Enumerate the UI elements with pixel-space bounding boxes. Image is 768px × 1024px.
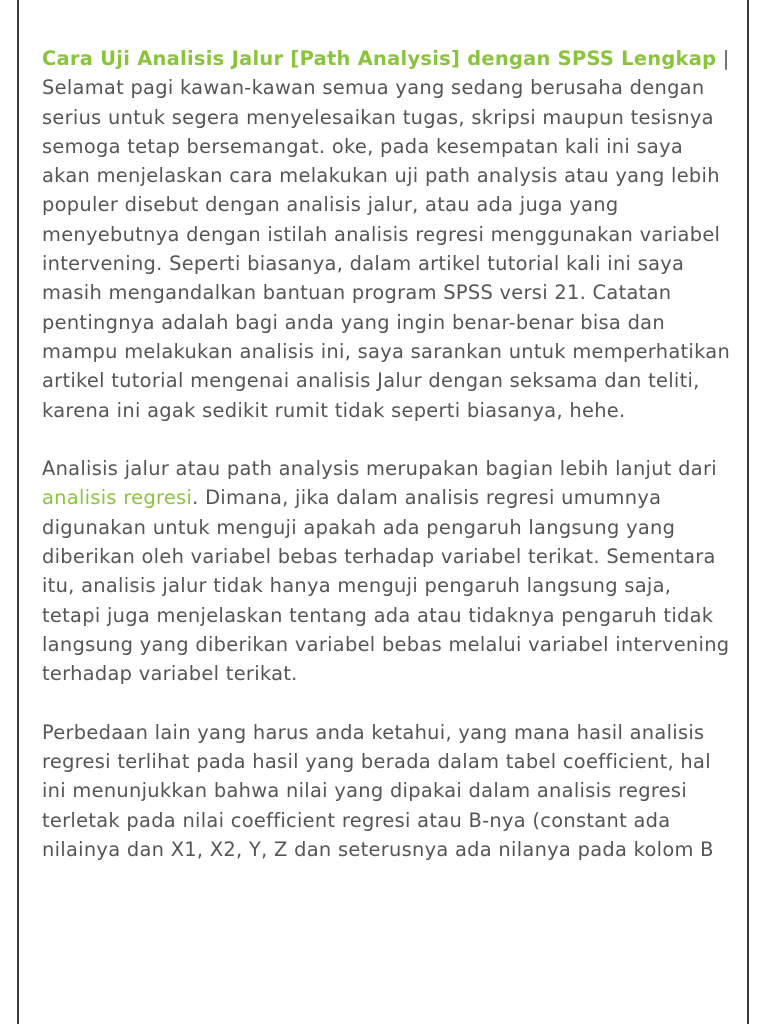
article-body	[42, 44, 732, 894]
analisis-regresi-link[interactable]: analisis regresi	[42, 486, 193, 510]
article-title-link[interactable]: Cara Uji Analisis Jalur [Path Analysis] dengan SPSS Lengkap	[42, 47, 717, 70]
intro-text: Selamat pagi kawan-kawan semua yang sedang berusaha dengan serius untuk segera menyelesaikan tugas, skripsi maupun tesisnya semoga tetap bersemangat. oke, pada kesempatan kali ini saya akan menjelaskan cara melakukan uji path analysis atau yang lebih populer disebut dengan analisis jalur, atau ada juga yang menyebutnya dengan istilah analisis regresi menggunakan variabel intervening. Seperti biasanya, dalam artikel tutorial kali ini saya masih mengandalkan bantuan program SPSS versi 21. Catatan pentingnya adalah bagi anda yang ingin benar-benar bisa dan mampu melakukan analisis ini, saya sarankan untuk memperhatikan artikel tutorial mengenai analisis Jalur dengan seksama dan teliti, karena ini agak sedikit rumit tidak seperti biasanya, hehe.	[42, 76, 731, 422]
paragraph-difference	[42, 718, 732, 864]
paragraph-definition	[42, 454, 732, 688]
definition-text-end: . Dimana, jika dalam analisis regresi umumnya digunakan untuk menguji apakah ada pengaruh langsung yang diberikan oleh variabel bebas terhadap variabel terikat. Sementara itu, analisis jalur tidak hanya menguji pengaruh langsung saja, tetapi juga menjelaskan tentang ada atau tidaknya pengaruh tidak langsung yang diberikan variabel bebas melalui variabel intervening terhadap variabel terikat.	[42, 486, 730, 686]
paragraph-intro	[42, 44, 732, 425]
difference-text: Perbedaan lain yang harus anda ketahui, yang mana hasil analisis regresi terlihat pada hasil yang berada dalam tabel coefficient, hal ini menunjukkan bahwa nilai yang dipakai dalam analisis regresi terletak pada nilai coefficient regresi atau B-nya (constant ada nilainya dan X1, X2, Y, Z dan seterusnya ada nilanya pada kolom B	[42, 720, 714, 862]
definition-text-start: Analisis jalur atau path analysis merupakan bagian lebih lanjut dari	[42, 457, 717, 481]
title-separator: |	[716, 47, 730, 70]
document-page	[17, 0, 749, 1024]
